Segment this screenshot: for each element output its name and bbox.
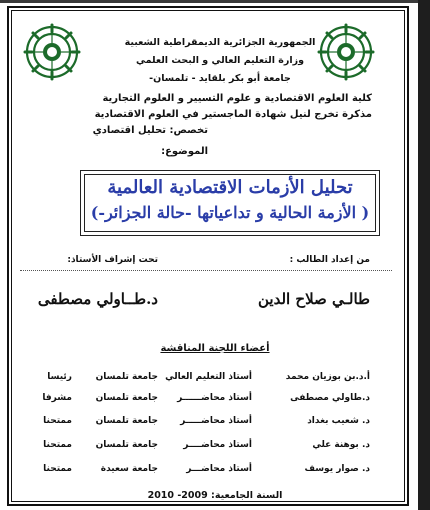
member-university: جامعة تلمسان xyxy=(95,372,158,382)
academic-year: السنة الجامعية: 2009- 2010 xyxy=(147,490,283,501)
top-edge xyxy=(0,0,430,3)
member-role: ممتحنا xyxy=(43,416,72,426)
header-ministry: وزارة التعليم العالي و البحث العلمي xyxy=(136,55,304,66)
header-republic: الجمهورية الجزائرية الديمقراطية الشعبية xyxy=(124,37,316,48)
member-rank: أستاذ التعليم العالي xyxy=(165,372,252,382)
header-subject-label: الموضوع: xyxy=(161,146,208,157)
header-specialty: تخصص: تحليل اقتصادي xyxy=(92,125,208,136)
member-role: ممتحنا xyxy=(43,464,72,474)
supervisor-label: تحت إشراف الأستاذ: xyxy=(67,255,158,265)
header-thesis-type: مذكرة تخرج لنيل شهادة الماجستير في العلوم الاقتصادية xyxy=(94,109,372,120)
member-role: مشرفا xyxy=(42,393,72,403)
member-name: أ.د.بن بوزيان محمد xyxy=(285,372,370,382)
member-rank: أستاذ محاضـــــر xyxy=(180,416,252,426)
member-name: د. بوهنة علي xyxy=(312,440,370,450)
right-edge xyxy=(418,0,430,510)
committee-title: أعضاء اللجنة المناقشة xyxy=(160,343,270,354)
committee-row xyxy=(0,416,430,430)
member-university: جامعة تلمسان xyxy=(95,393,158,403)
member-university: جامعة تلمسان xyxy=(95,440,158,450)
member-name: د. شعيب بغداد xyxy=(307,416,370,426)
committee-row xyxy=(0,464,430,478)
header-university: جامعة أبو بكر بلقايد - تلمسان- xyxy=(149,73,291,84)
header-faculty: كلية العلوم الاقتصادية و علوم التسيير و العلوم التجارية xyxy=(102,93,372,104)
member-university: جامعة تلمسان xyxy=(95,416,158,426)
student-name: طالـي صلاح الدين xyxy=(258,290,370,308)
member-rank: أستاذ محاضــــر xyxy=(183,440,252,450)
member-rank: أستاذ محاضـــر xyxy=(186,464,252,474)
member-rank: أستاذ محاضــــــر xyxy=(177,393,252,403)
supervisor-name: د.طــاولي مصطفى xyxy=(37,290,158,308)
committee-row xyxy=(0,440,430,454)
committee-row xyxy=(0,372,430,386)
member-university: جامعة سعيدة xyxy=(100,464,158,474)
thesis-subtitle: ( الأزمة الحالية و تداعياتها -حالة الجزائر-) xyxy=(90,203,370,222)
member-name: د. صوار يوسف xyxy=(304,464,370,474)
member-role: رئيسا xyxy=(47,372,72,382)
dotted-separator xyxy=(20,270,392,271)
prepared-by-label: من إعداد الطالب : xyxy=(289,255,370,265)
committee-row xyxy=(0,393,430,407)
member-name: د.طاولي مصطفى xyxy=(290,393,370,403)
member-role: ممتحنا xyxy=(43,440,72,450)
thesis-title: تحليل الأزمات الاقتصادية العالمية xyxy=(107,177,353,198)
